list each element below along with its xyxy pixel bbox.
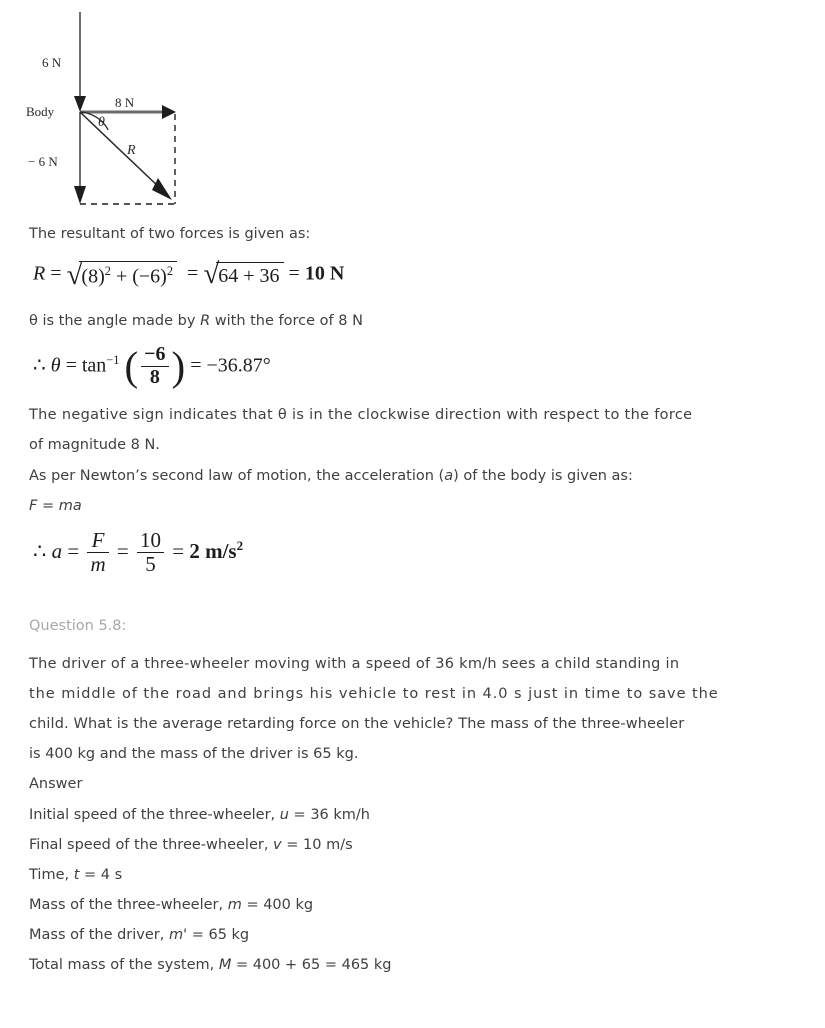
f-equals-ma-line	[29, 491, 82, 521]
question-heading: Question 5.8:	[29, 618, 127, 634]
eq-resultant-lhs: R	[33, 262, 46, 285]
answer-symbol-5: M	[218, 957, 232, 973]
label-resultant-r: R	[127, 143, 136, 158]
negative-sign-text-1: The negative sign indicates that θ is in the clockwise direction with respect to the force	[29, 407, 693, 423]
eq-resultant-term2: (−6)	[132, 265, 167, 288]
eq-resultant-radical-2	[203, 257, 283, 290]
eq-theta-denominator: 8	[141, 366, 168, 389]
eq-accel-fraction-2	[137, 529, 164, 575]
theta-intro-part-c: with the force of 8 N	[210, 313, 363, 329]
eq-accel-equals-2: =	[116, 538, 129, 563]
eq-theta-paren-open: (	[124, 342, 139, 389]
answer-line-mass-driver	[29, 920, 249, 950]
eq-accel-num-2: 10	[139, 528, 161, 552]
eq-theta-symbol: θ	[50, 354, 61, 377]
f-equals-sign: =	[37, 498, 59, 514]
eq-theta-tan: tan	[81, 354, 107, 377]
answer-symbol-4: m'	[168, 927, 188, 943]
answer-line-final-speed	[29, 830, 353, 860]
question-body-line-1	[29, 649, 804, 679]
label-body: Body	[26, 104, 55, 119]
answer-line-total-mass	[29, 950, 391, 980]
eq-accel-result-exponent: 2	[236, 537, 244, 553]
eq-resultant-plus: +	[115, 265, 128, 288]
eq-theta-inverse-exp: −1	[106, 353, 120, 368]
answer-label-4: Mass of the driver,	[29, 927, 169, 943]
answer-value-4: = 65 kg	[187, 927, 250, 943]
eq-resultant-exp2: 2	[166, 264, 174, 278]
eq-resultant-equals-2: =	[187, 262, 199, 285]
eq-resultant-exp1: 2	[104, 264, 111, 278]
eq-accel-result: 2 m/s	[189, 538, 237, 563]
f-symbol: F	[29, 498, 38, 514]
vertical-force-arrowhead-lower	[74, 186, 86, 204]
answer-symbol-3: m	[227, 897, 242, 913]
eq-theta-therefore: ∴	[33, 354, 46, 377]
theta-intro-part-a: θ is the angle made by	[29, 313, 201, 329]
resultant-vector-arrowhead	[152, 178, 172, 200]
question-body-line-3	[29, 709, 804, 739]
equation-resultant	[33, 257, 345, 291]
answer-value-0: = 36 km/h	[288, 807, 370, 823]
theta-intro-text	[29, 306, 363, 336]
eq-accel-fraction-1	[87, 529, 108, 575]
negative-sign-line-1	[29, 400, 804, 430]
eq-theta-paren-close: )	[171, 342, 186, 389]
label-force-down: − 6 N	[28, 154, 58, 169]
diagram-canvas	[20, 8, 250, 220]
eq-accel-num-1: F	[91, 528, 105, 552]
radicand-1	[79, 261, 177, 289]
eq-theta-equals-1: =	[65, 354, 77, 377]
negative-sign-line-2: of magnitude 8 N.	[29, 437, 160, 453]
eq-accel-den-2: 5	[137, 552, 164, 576]
answer-label-0: Initial speed of the three-wheeler,	[29, 807, 280, 823]
theta-intro-symbol-r: R	[200, 313, 211, 329]
label-force-up: 6 N	[42, 55, 62, 70]
label-force-horizontal: 8 N	[115, 95, 135, 110]
answer-line-mass-vehicle	[29, 890, 313, 920]
eq-resultant-radical-1	[66, 258, 178, 291]
eq-resultant-equals-1: =	[50, 262, 62, 285]
newton-law-part-c: ) of the body is given as:	[453, 468, 633, 484]
eq-resultant-equals-3: =	[288, 262, 300, 285]
label-angle-theta: θ	[98, 115, 105, 130]
eq-accel-equals-3: =	[172, 538, 185, 563]
eq-resultant-term1: (8)	[81, 265, 105, 288]
resultant-intro-text: The resultant of two forces is given as:	[29, 226, 311, 242]
answer-line-initial-speed	[29, 800, 370, 830]
question-line-3-text: child. What is the average retarding force on the vehicle? The mass of the three-wheeler	[29, 716, 685, 732]
vertical-force-arrowhead-upper	[74, 96, 86, 112]
resultant-vector-line	[80, 112, 162, 190]
newton-second-law-text	[29, 461, 633, 491]
equation-acceleration	[33, 530, 243, 576]
answer-symbol-1: v	[273, 837, 282, 853]
horizontal-force-arrowhead	[162, 105, 176, 119]
answer-value-3: = 400 kg	[241, 897, 314, 913]
eq-resultant-result: 10 N	[304, 262, 345, 285]
answer-value-5: = 400 + 65 = 465 kg	[231, 957, 392, 973]
answer-label-5: Total mass of the system,	[29, 957, 219, 973]
force-vector-diagram	[20, 8, 250, 220]
eq-theta-numerator: −6	[144, 343, 166, 365]
eq-accel-den-1: m	[87, 552, 108, 576]
eq-theta-equals-2: =	[190, 354, 202, 377]
radicand-2: 64 + 36	[216, 262, 283, 288]
equation-theta	[33, 342, 271, 389]
question-line-1-text: The driver of a three-wheeler moving with a speed of 36 km/h sees a child standing in	[29, 656, 680, 672]
radical-sign-2: √	[203, 257, 220, 290]
answer-symbol-0: u	[279, 807, 289, 823]
answer-line-time	[29, 860, 122, 890]
eq-theta-fraction	[141, 344, 168, 388]
answer-label-2: Time,	[29, 867, 74, 883]
eq-accel-therefore: ∴	[33, 538, 47, 563]
answer-label-3: Mass of the three-wheeler,	[29, 897, 228, 913]
eq-theta-result: −36.87°	[206, 354, 271, 377]
answer-value-2: = 4 s	[79, 867, 123, 883]
question-body-line-4: is 400 kg and the mass of the driver is 65 kg.	[29, 746, 359, 762]
radical-sign: √	[66, 258, 83, 291]
newton-law-symbol-a: a	[444, 468, 454, 484]
question-line-2-text: the middle of the road and brings his vehicle to rest in 4.0 s just in time to save the	[29, 686, 719, 702]
answer-label-1: Final speed of the three-wheeler,	[29, 837, 274, 853]
ma-symbol: ma	[58, 498, 82, 514]
answer-symbol-2: t	[73, 867, 80, 883]
answer-value-1: = 10 m/s	[281, 837, 353, 853]
newton-law-part-a: As per Newton’s second law of motion, the acceleration (	[29, 468, 445, 484]
answer-heading: Answer	[29, 776, 83, 792]
eq-accel-equals-1: =	[67, 538, 80, 563]
eq-accel-symbol: a	[51, 538, 63, 563]
question-body-line-2	[29, 679, 804, 709]
